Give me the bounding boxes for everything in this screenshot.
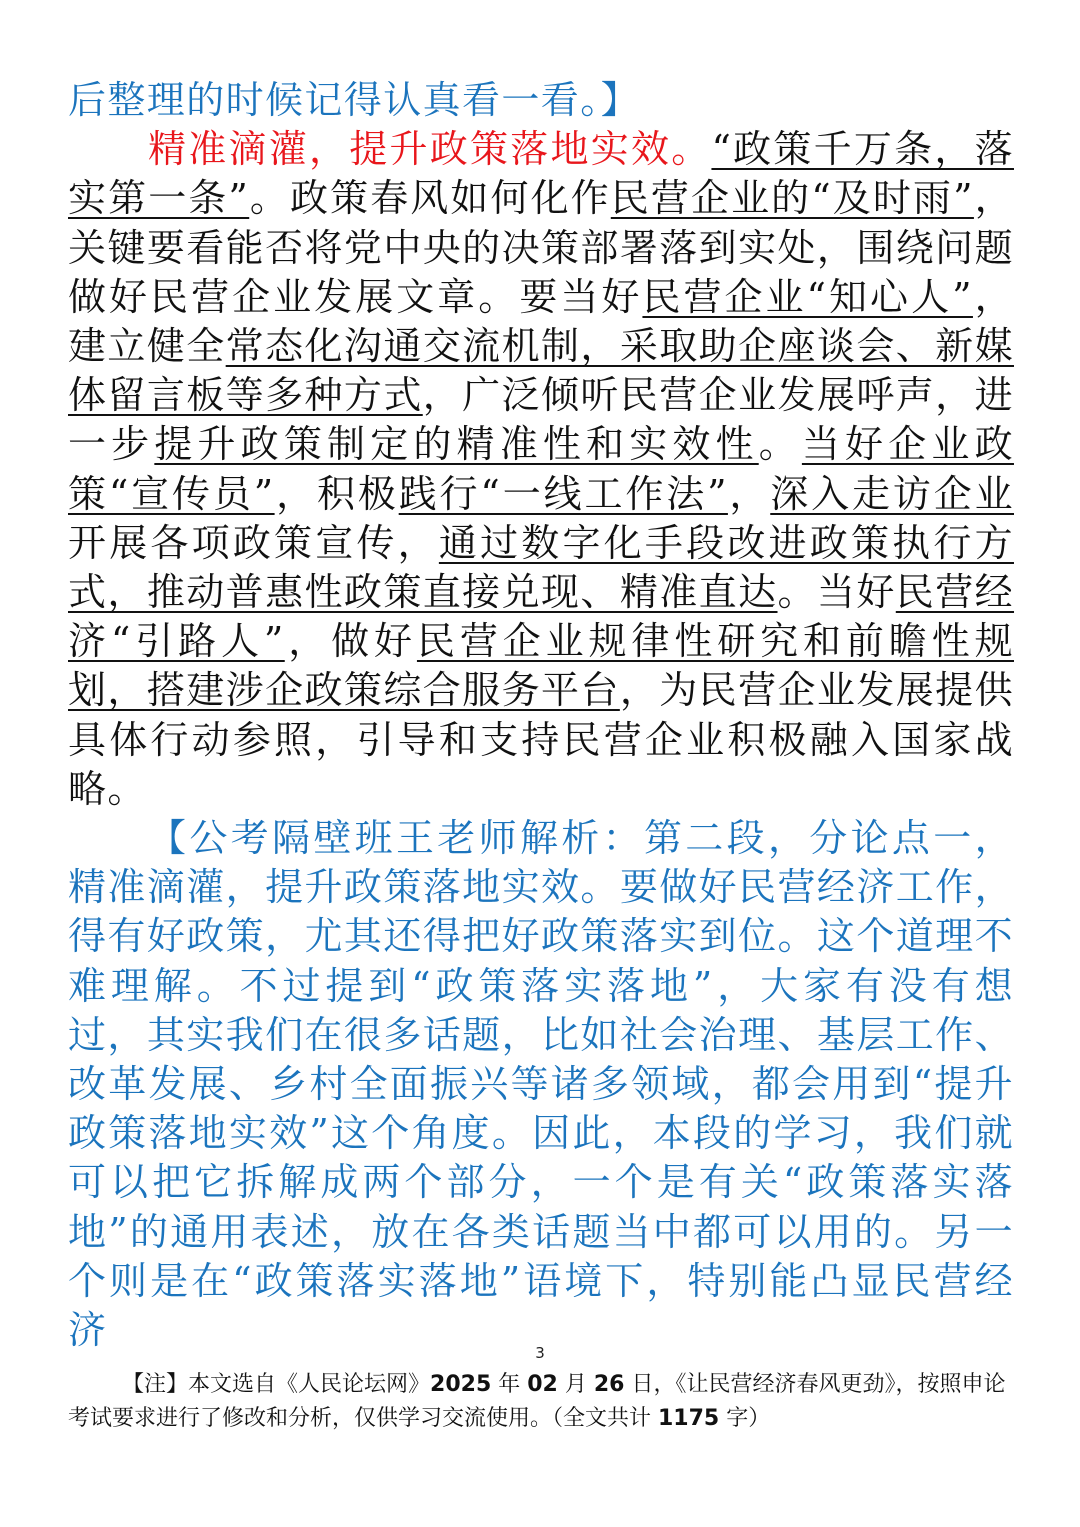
footer-year: 2025 (430, 1372, 492, 1397)
underlined-phrase: 民营企业规律性研究和前瞻性规划，搭建涉企政策综合服务平台 (68, 619, 1014, 713)
body-text-segment: ，做好 (284, 619, 417, 664)
footer-note (68, 1368, 1018, 1436)
body-text-segment: 。政策春风如何化作 (249, 176, 611, 221)
body-text-segment: 。当好 (777, 570, 896, 615)
document-body (68, 76, 1014, 1355)
body-text-segment: ，建立健全 (68, 274, 1014, 369)
underlined-phrase: 提升政策制定的精准性和实效性 (154, 422, 759, 467)
footer-text: 月 (557, 1372, 594, 1397)
body-text-segment: ，为民营企业发展提供具体行动参照，引导和支持民营企业积极融入国家战略。 (68, 668, 1014, 811)
analysis-paragraph: 【公考隔壁班王老师解析：第二段，分论点一，精准滴灌，提升政策落地实效。要做好民营经济工作，得有好政策，尤其还得把好政策落实到位。这个道理不难理解。不过提到“政策落实落地”，大家有没有想过，其实我们在很多话题，比如社会治理、基层工作、改革发展、乡村全面振兴等诸多领域，都会用到“提升政策落地实效”这个角度。因此，本段的学习，我们就可以把它拆解成两个部分，一个是有关“政策落实落地”的通用表述，放在各类话题当中都可以用的。另一个则是在“政策落实落地”语境下，特别能凸显民营经济 (68, 816, 1014, 1353)
body-text-segment: 。 (758, 422, 802, 467)
footer-text: 字） (719, 1406, 771, 1431)
underlined-phrase: 当好企业政策“宣传员” (68, 422, 1014, 516)
section-heading: 精准滴灌，提升政策落地实效。 (148, 127, 712, 172)
body-text-segment: ，广泛倾听民营企业发展呼声，进一步 (68, 373, 1014, 467)
underlined-phrase: 通过数字化手段改进政策执行方式，推动普惠性政策直接兑现、精准直达 (68, 520, 1014, 615)
body-text-segment: ， (727, 471, 771, 516)
underlined-phrase: 民营经济“引路人” (68, 570, 1015, 664)
underlined-phrase: 民营企业“知心人” (642, 274, 973, 319)
page-number: 3 (535, 1344, 545, 1362)
footer-text: 日，《让民营经济春风更劲》，按照申论考试要求进行了修改和分析，仅供学习交流使用。（全文共计 (68, 1372, 1006, 1431)
carry-over-paragraph: 后整理的时候记得认真看一看。】 (68, 78, 641, 122)
underlined-phrase: 践行“一线工作法” (398, 471, 728, 516)
underlined-phrase: 民营企业的“及时雨” (610, 176, 974, 221)
footer-text: 年 (491, 1372, 528, 1397)
underlined-phrase: 深入走访企业 (770, 471, 1014, 516)
footer-word-count: 1175 (658, 1406, 720, 1431)
footer-text: 【注】本文选自《人民论坛网》 (122, 1372, 431, 1397)
body-text-segment: ，关键要看能否将党中央的决策部署落到实处，围绕问题做好民营企业发展文章。要当好 (68, 176, 1015, 319)
footer-month: 02 (527, 1372, 558, 1397)
footer-day: 26 (593, 1372, 625, 1397)
section-paragraph (68, 125, 1014, 814)
body-text-segment: 开展各项政策宣传， (68, 520, 439, 565)
underlined-phrase: 常态化沟通交流机制，采取助企座谈会、新媒体留言板等多种方式 (68, 324, 1014, 418)
section-body (68, 127, 1014, 811)
underlined-phrase: “政策千万条，落实第一条” (68, 127, 1014, 221)
body-text-segment: ，积极 (274, 471, 399, 516)
